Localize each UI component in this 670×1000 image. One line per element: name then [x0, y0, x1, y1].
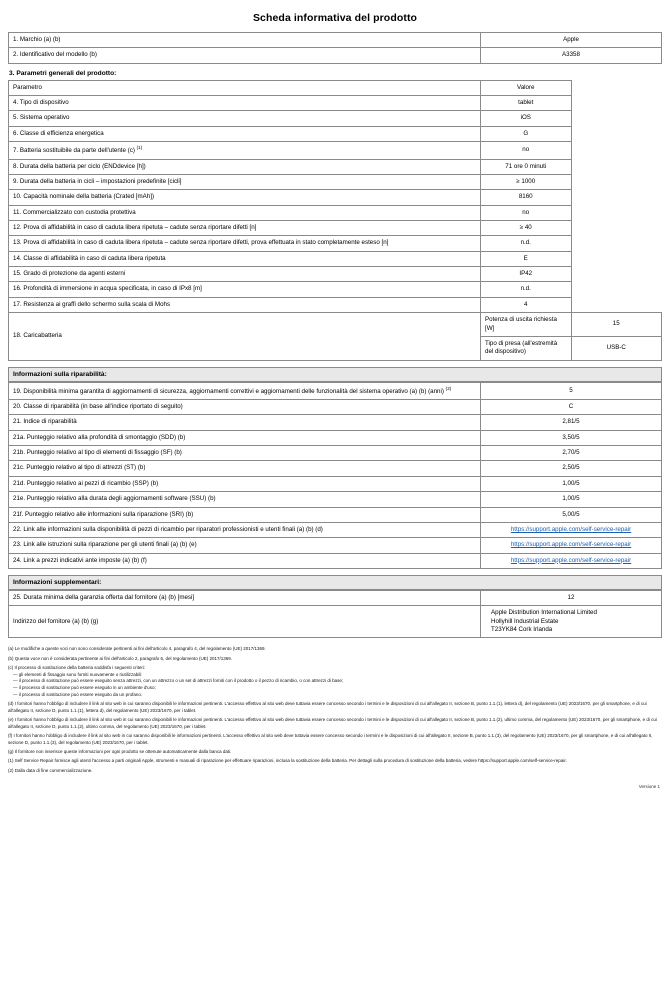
row-value: [481, 538, 662, 553]
supplier-address-line: Apple Distribution International Limited: [491, 609, 597, 617]
supplementary-table: [8, 590, 662, 638]
row-value: [481, 522, 662, 537]
row-label: 11. Commercializzato con custodia protettiva: [9, 205, 481, 220]
row-label: 2. Identificativo del modello (b): [9, 48, 481, 63]
table-row: [9, 205, 662, 220]
table-row: [9, 267, 662, 282]
column-header-value: Valore: [481, 80, 572, 95]
table-row: [9, 297, 662, 312]
table-row: [9, 282, 662, 297]
table-row: [9, 461, 662, 476]
footnote: — gli elementi di fissaggio sono forniti nuovamente o riutilizzabili: [13, 671, 142, 677]
row-label: 8. Durata della batteria per ciclo (ENDdevice [h]): [9, 159, 481, 174]
footnote: (f) I fornitori hanno l'obbligo di includere il link al sito web in cui saranno disponibili le informazioni pertinenti. L'accesso effettivo al sito web deve tuttavia essere concesso secondo i termini e le disposizioni di cui all'allegato II, sezione B, punto 1.1.(3), del regolamento (UE) 2023/1670, per gli smartphone, e di cui all'allegato II, sezione D, punto 1.1.(3), del regolamento (UE) 2023/1670, per i tablet.: [8, 733, 653, 745]
table-row: [9, 96, 662, 111]
row-label: 22. Link alle informazioni sulla disponibilità di pezzi di ricambio per riparatori professionisti e utenti finali (a) (b) (d): [9, 522, 481, 537]
row-value: 12: [481, 590, 662, 605]
row-label: 25. Durata minima della garanzia offerta dal fornitore (a) (b) [mesi]: [9, 590, 481, 605]
table-row: [9, 590, 662, 605]
table-row: [9, 33, 662, 48]
row-label: 12. Prova di affidabilità in caso di caduta libera ripetuta – cadute senza riportare difetti [n]: [9, 221, 481, 236]
row-value: 4: [481, 297, 572, 312]
row-label: 21d. Punteggio relativo ai pezzi di ricambio (SSP) (b): [9, 476, 481, 491]
row-value: 8160: [481, 190, 572, 205]
row-label: 21e. Punteggio relativo alla durata degli aggiornamenti software (SSU) (b): [9, 492, 481, 507]
footnote: — il processo di sostituzione può essere eseguito in un ambiente d'uso;: [13, 685, 156, 691]
row-value: n.d.: [481, 236, 572, 251]
row-label: 9. Durata della batteria in cicli – impostazioni predefinite [cicli]: [9, 174, 481, 189]
table-row-supplier: [9, 606, 662, 638]
row-value: n.d.: [481, 282, 572, 297]
row-value: 1,00/5: [481, 492, 662, 507]
table-row-charger: [9, 313, 662, 337]
row-value: G: [481, 126, 572, 141]
row-value: 2,81/5: [481, 415, 662, 430]
row-value: 15: [571, 313, 662, 337]
row-value: no: [481, 142, 572, 159]
row-label-text: 7. Batteria sostituibile da parte dell'utente (c): [13, 147, 135, 155]
footnote-marker: (1): [136, 145, 143, 151]
page-title: Scheda informativa del prodotto: [252, 12, 418, 24]
general-parameters-table: [8, 80, 662, 361]
section-heading-repairability: Informazioni sulla riparabilità:: [8, 367, 662, 382]
table-row: [9, 174, 662, 189]
row-value: 2,70/5: [481, 446, 662, 461]
row-label: 1. Marchio (a) (b): [9, 33, 481, 48]
charger-output-label: Potenza di uscita richiesta [W]: [481, 313, 572, 337]
row-label: 6. Classe di efficienza energetica: [9, 126, 481, 141]
self-service-repair-link[interactable]: https://support.apple.com/self-service-repair: [510, 556, 632, 564]
row-value: [481, 553, 662, 568]
table-row: [9, 159, 662, 174]
row-value: 2,50/5: [481, 461, 662, 476]
table-row: [9, 236, 662, 251]
footnote: (b) Questa voce non è considerata pertinente ai fini dell'articolo 2, paragrafo 6, del regolamento (UE) 2017/1369.: [8, 655, 232, 661]
footnote: (d) I fornitori hanno l'obbligo di includere il link al sito web in cui saranno disponibili le informazioni pertinenti. L'accesso effettivo al sito web deve tuttavia essere concesso secondo i termini e le disposizioni di cui all'allegato II, sezione B, punto 1.1.(1), lettera d), del regolamento (UE) 2023/1670, per gli smartphone, e di cui all'allegato II, sezione D, punto 1.1.(1), lettera d), del regolamento (UE) 2023/1670, per i tablet.: [8, 701, 647, 713]
row-value: USB-C: [571, 336, 662, 360]
row-value: 71 ore 0 minuti: [481, 159, 572, 174]
table-row: [9, 126, 662, 141]
table-row: [9, 553, 662, 568]
row-label: 21a. Punteggio relativo alla profondità di smontaggio (SDD) (b): [9, 430, 481, 445]
table-header-row: [9, 80, 662, 95]
table-row: [9, 382, 662, 399]
supplier-address-line: Hollyhill Industrial Estate: [491, 617, 559, 625]
footnote-marker: (2): [445, 385, 452, 391]
table-row: [9, 400, 662, 415]
supplier-address-line: T23YK84 Cork Irlanda: [491, 626, 553, 634]
row-label: 24. Link a prezzi indicativi ante imposte (a) (b) (f): [9, 553, 481, 568]
row-label: 21b. Punteggio relativo al tipo di elementi di fissaggio (SF) (b): [9, 446, 481, 461]
row-label-text: 19. Disponibilità minima garantita di aggiornamenti di sicurezza, aggiornamenti correttivi e aggiornamenti delle funzionalità del sistema operativo (a) (b) (anni): [13, 387, 444, 395]
footnote: — il processo di sostituzione può essere eseguito senza attrezzi, con un attrezzo o un set di attrezzi forniti con il prodotto o il pezzo di ricambio, o con attrezzi di base;: [13, 678, 344, 684]
table-row: [9, 522, 662, 537]
table-row: [9, 446, 662, 461]
footnote: (g) Il fornitore non inserisce queste informazioni per ogni prodotto se ottenute automaticamente dalla banca dati.: [8, 749, 232, 755]
row-label: 20. Classe di riparabilità (in base all'indice riportato di seguito): [9, 400, 481, 415]
row-label: 13. Prova di affidabilità in caso di caduta libera ripetuta – cadute senza riportare difetti, prova effettuata in stato completamente esteso [n]: [9, 236, 481, 251]
table-row: [9, 507, 662, 522]
footnotes: [8, 646, 662, 774]
repairability-table: [8, 382, 662, 569]
section-heading-supplementary: Informazioni supplementari:: [8, 575, 662, 590]
row-label: 5. Sistema operativo: [9, 111, 481, 126]
table-row: [9, 48, 662, 63]
row-label: [9, 142, 481, 159]
footnote: (e) I fornitori hanno l'obbligo di includere il link al sito web in cui saranno disponibili le informazioni pertinenti. L'accesso effettivo al sito web deve tuttavia essere concesso secondo i termini e le disposizioni di cui all'allegato II, sezione B, punto 1.1.(2), ultimo comma, del regolamento (UE) 2023/1670, per gli smartphone, e di cui all'allegato II, sezione D, punto 1.1.(2), ultimo comma, del regolamento (UE) 2023/1670, per i tablet.: [8, 717, 657, 729]
row-value: A3358: [481, 48, 662, 63]
row-label: 4. Tipo di dispositivo: [9, 96, 481, 111]
table-row: [9, 538, 662, 553]
footnote: (a) Le modifiche a queste voci non sono considerate pertinenti ai fini dell'articolo 4, paragrafo 4, del regolamento (UE) 2017/1369.: [8, 646, 266, 652]
row-label: [9, 382, 481, 399]
row-label: 21c. Punteggio relativo al tipo di attrezzi (ST) (b): [9, 461, 481, 476]
row-value: 1,00/5: [481, 476, 662, 491]
identification-table: [8, 32, 662, 64]
row-label: 14. Classe di affidabilità in caso di caduta libera ripetuta: [9, 251, 481, 266]
row-value: E: [481, 251, 572, 266]
footnote: — il processo di sostituzione può essere eseguito da un profano.: [13, 691, 143, 697]
section-heading-general: 3. Parametri generali del prodotto:: [9, 69, 117, 77]
row-label: Indirizzo del fornitore (a) (b) (g): [9, 606, 481, 638]
row-value: Apple: [481, 33, 662, 48]
row-value: 3,50/5: [481, 430, 662, 445]
table-row: [9, 251, 662, 266]
row-value: tablet: [481, 96, 572, 111]
row-label: 21f. Punteggio relativo alle informazioni sulla riparazione (SRI) (b): [9, 507, 481, 522]
row-label: 15. Grado di protezione da agenti esterni: [9, 267, 481, 282]
row-label: 16. Profondità di immersione in acqua specificata, in caso di IPx8 [m]: [9, 282, 481, 297]
supplier-address: [481, 606, 662, 638]
row-value: ≥ 40: [481, 221, 572, 236]
table-row: [9, 430, 662, 445]
version-label: Versione 1: [638, 784, 660, 790]
footnote: (1) Self Service Repair fornisce agli utenti l'accesso a parti originali Apple, strumenti e manuali di riparazione per effettuare riparazioni, inclusa la sostituzione della batteria. Per dettagli sulla procedura di sostituzione della batteria, vedere https://support.apple.com/self-service-repair.: [8, 758, 567, 764]
table-row: [9, 415, 662, 430]
footnote: (2) Dalla data di fine commercializzazione.: [8, 767, 93, 773]
row-value: iOS: [481, 111, 572, 126]
footnote: (c) Il processo di sostituzione della batteria soddisfa i seguenti criteri:: [8, 664, 146, 670]
self-service-repair-link[interactable]: https://support.apple.com/self-service-repair: [510, 541, 632, 549]
table-row: [9, 190, 662, 205]
row-value: no: [481, 205, 572, 220]
row-value: C: [481, 400, 662, 415]
table-row: [9, 142, 662, 159]
row-label: 18. Caricabatteria: [9, 313, 481, 360]
row-value: IP42: [481, 267, 572, 282]
table-row: [9, 111, 662, 126]
column-header-parameter: Parametro: [9, 80, 481, 95]
row-label: 21. Indice di riparabilità: [9, 415, 481, 430]
row-value: 5: [481, 382, 662, 399]
row-label: 10. Capacità nominale della batteria (Crated [mAh]): [9, 190, 481, 205]
table-row: [9, 221, 662, 236]
row-value: ≥ 1000: [481, 174, 572, 189]
charger-socket-label: Tipo di presa (all'estremità del dispositivo): [481, 336, 572, 360]
table-row: [9, 476, 662, 491]
self-service-repair-link[interactable]: https://support.apple.com/self-service-repair: [510, 525, 632, 533]
row-value: 5,00/5: [481, 507, 662, 522]
table-row: [9, 492, 662, 507]
row-label: 23. Link alle istruzioni sulla riparazione per gli utenti finali (a) (b) (e): [9, 538, 481, 553]
row-label: 17. Resistenza ai graffi dello schermo sulla scala di Mohs: [9, 297, 481, 312]
